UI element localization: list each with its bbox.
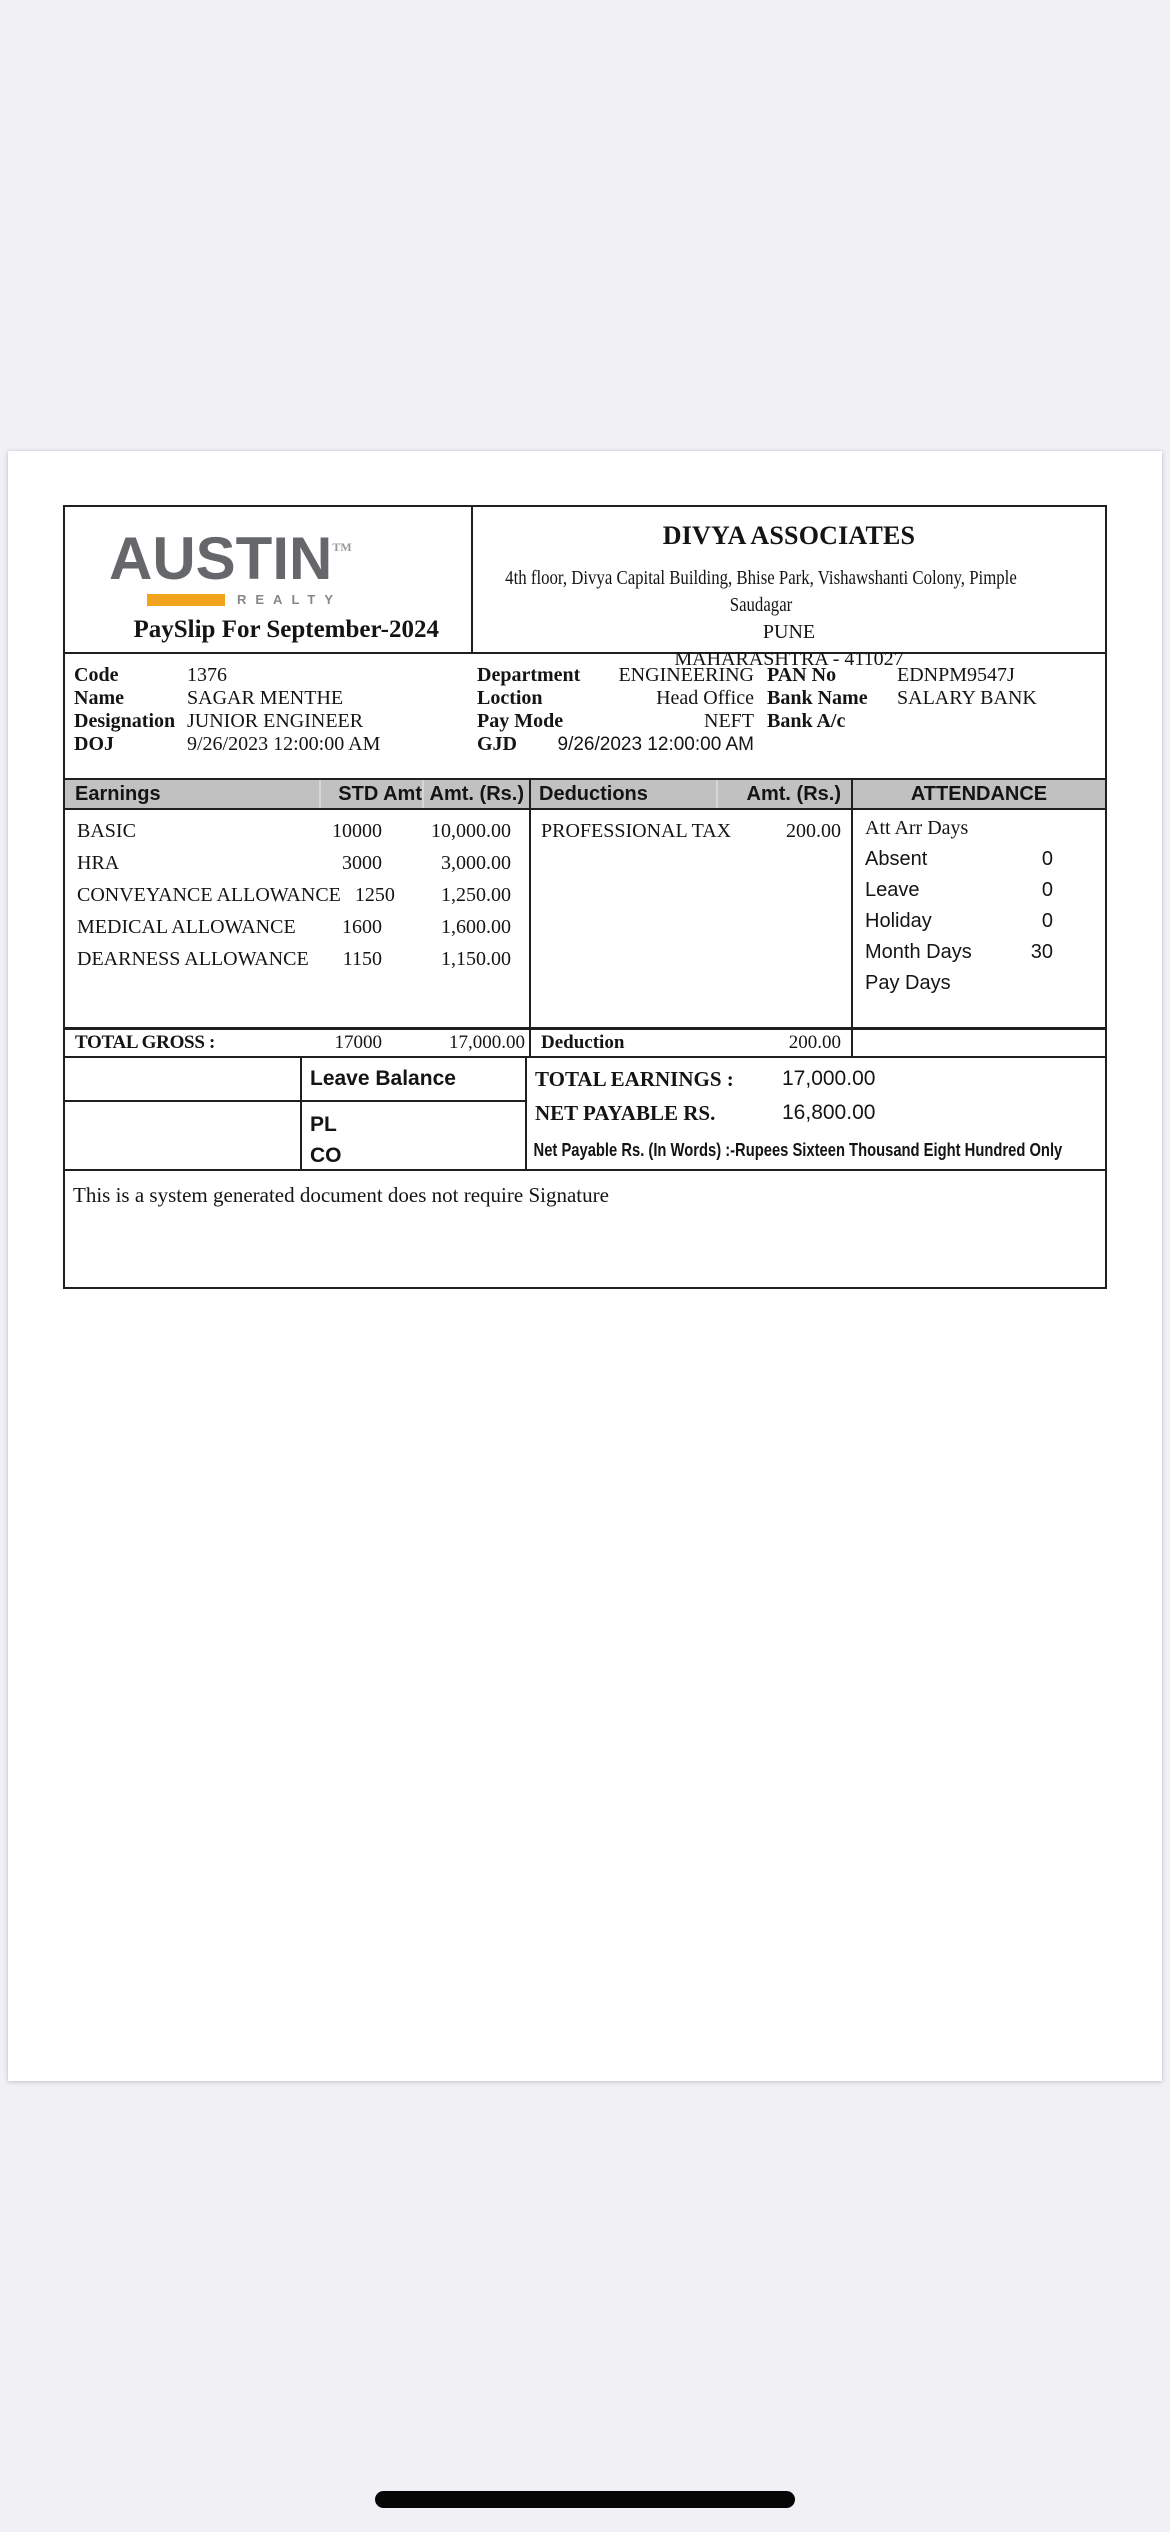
net-pay-column xyxy=(527,1058,1105,1169)
employee-labels-left xyxy=(74,664,175,756)
attendance-label: Att Arr Days xyxy=(865,817,969,839)
company-city: PUNE xyxy=(762,621,816,643)
company-address: 4th floor, Divya Capital Building, Bhise Park, Vishawshanti Colony, Pimple Saudagar xyxy=(505,567,1017,616)
total-earnings-label: TOTAL EARNINGS : xyxy=(535,1067,734,1091)
payslip-table xyxy=(63,505,1107,1289)
employee-info-section xyxy=(65,654,1105,780)
leave-type-pl: PL xyxy=(310,1113,337,1136)
earnings-row xyxy=(65,847,529,879)
deduction-name: PROFESSIONAL TAX xyxy=(541,819,732,842)
attendance-row xyxy=(853,906,1105,937)
attendance-row xyxy=(853,813,1105,844)
info-value: EDNPM9547J xyxy=(897,664,1015,686)
brand-tagline: REALTY xyxy=(237,592,343,607)
info-label: Department xyxy=(477,664,581,686)
info-value: JUNIOR ENGINEER xyxy=(187,710,364,732)
footer-note: This is a system generated document does not require Signature xyxy=(73,1183,609,1207)
total-attendance-empty-cell xyxy=(851,1030,1105,1056)
info-value: SAGAR MENTHE xyxy=(187,687,344,709)
info-value: 9/26/2023 12:00:00 AM xyxy=(187,733,381,755)
summary-empty-cell xyxy=(65,1058,300,1102)
total-deduction-label: Deduction xyxy=(541,1032,625,1053)
info-label: Code xyxy=(74,664,119,686)
attendance-row xyxy=(853,875,1105,906)
earnings-amount: 10,000.00 xyxy=(431,819,511,842)
header-attendance: ATTENDANCE xyxy=(851,780,1105,808)
table-body xyxy=(65,810,1105,1027)
info-label: Loction xyxy=(477,687,543,709)
home-indicator[interactable] xyxy=(375,2491,795,2508)
attendance-row xyxy=(853,844,1105,875)
earnings-name: HRA xyxy=(77,851,120,874)
info-value: SALARY BANK xyxy=(897,687,1037,709)
leave-type-co: CO xyxy=(310,1144,342,1167)
earnings-name: CONVEYANCE ALLOWANCE xyxy=(77,883,341,906)
deduction-row xyxy=(531,815,851,847)
summary-empty-column xyxy=(65,1058,302,1169)
summary-section xyxy=(65,1058,1105,1171)
earnings-name: BASIC xyxy=(77,819,136,842)
header-std-amt: STD Amt xyxy=(319,780,422,808)
info-value: ENGINEERING xyxy=(618,664,754,686)
earnings-row xyxy=(65,879,529,911)
brand-wordmark: AUSTIN xyxy=(109,525,333,592)
total-earnings-row xyxy=(527,1067,1105,1092)
earnings-amount: 1,600.00 xyxy=(441,915,511,938)
earnings-std: 1250 xyxy=(354,883,395,906)
total-row xyxy=(65,1027,1105,1058)
earnings-column xyxy=(65,810,529,1027)
employee-labels-right xyxy=(767,664,868,733)
brand-tagline-row xyxy=(147,592,352,607)
attendance-row xyxy=(853,968,1105,999)
total-gross-label: TOTAL GROSS : xyxy=(75,1032,216,1053)
employee-values-left xyxy=(187,664,380,756)
info-label: Pay Mode xyxy=(477,710,564,732)
earnings-std: 1600 xyxy=(342,915,382,938)
header-deductions-group xyxy=(529,780,851,808)
info-label: Bank Name xyxy=(767,687,868,709)
company-name: DIVYA ASSOCIATES xyxy=(662,521,916,550)
deduction-amount: 200.00 xyxy=(786,819,841,842)
company-state-pin: MAHARASHTRA - 411027 xyxy=(674,648,904,670)
attendance-value: 30 xyxy=(1030,941,1053,963)
info-value: 9/26/2023 12:00:00 AM xyxy=(557,734,754,755)
total-deduction-group xyxy=(529,1030,851,1056)
earnings-row xyxy=(65,815,529,847)
earnings-row xyxy=(65,911,529,943)
total-gross-amount: 17,000.00 xyxy=(449,1032,525,1053)
header-deductions-amt: Amt. (Rs.) xyxy=(716,780,851,808)
employee-values-right xyxy=(897,664,1037,710)
earnings-amount: 1,150.00 xyxy=(441,947,511,970)
earnings-amount: 1,250.00 xyxy=(441,883,511,906)
info-label: GJD xyxy=(477,733,517,755)
net-payable-value: 16,800.00 xyxy=(782,1101,876,1124)
employee-values-middle xyxy=(515,664,754,756)
total-gross-std: 17000 xyxy=(334,1032,382,1053)
info-value: Head Office xyxy=(656,687,754,709)
attendance-value: 0 xyxy=(1041,848,1053,870)
net-payable-row xyxy=(527,1101,1105,1126)
attendance-label: Pay Days xyxy=(865,972,951,994)
payslip-header xyxy=(65,507,1105,670)
earnings-row xyxy=(65,943,529,975)
company-cell xyxy=(473,507,1105,670)
earnings-name: DEARNESS ALLOWANCE xyxy=(77,947,309,970)
total-earnings-value: 17,000.00 xyxy=(782,1067,876,1090)
attendance-label: Absent xyxy=(865,848,928,870)
brand-accent-bar xyxy=(147,594,225,606)
header-earnings: Earnings xyxy=(75,782,161,805)
leave-types xyxy=(302,1102,525,1171)
attendance-value: 0 xyxy=(1041,910,1053,932)
payslip-title: PaySlip For September-2024 xyxy=(133,616,439,643)
attendance-row xyxy=(853,937,1105,968)
info-value: 1376 xyxy=(187,664,227,686)
info-label: PAN No xyxy=(767,664,837,686)
company-logo xyxy=(109,525,352,607)
earnings-name: MEDICAL ALLOWANCE xyxy=(77,915,296,938)
earnings-amount: 3,000.00 xyxy=(441,851,511,874)
info-label: DOJ xyxy=(74,733,114,755)
trademark-mark: TM xyxy=(332,540,352,554)
attendance-label: Holiday xyxy=(865,910,932,932)
attendance-value: 0 xyxy=(1041,879,1053,901)
attendance-column xyxy=(851,810,1105,1027)
info-label: Designation xyxy=(74,710,176,732)
header-deductions: Deductions xyxy=(539,783,648,805)
attendance-label: Leave xyxy=(865,879,920,901)
net-payable-words: Net Payable Rs. (In Words) :-Rupees Sixteen Thousand Eight Hundred Only xyxy=(533,1140,1063,1160)
info-label: Name xyxy=(74,687,124,709)
attendance-label: Month Days xyxy=(865,941,972,963)
net-payable-label: NET PAYABLE RS. xyxy=(535,1101,716,1125)
info-label: Bank A/c xyxy=(767,710,846,732)
table-header-row xyxy=(65,780,1105,810)
document-page[interactable] xyxy=(8,451,1162,2081)
leave-balance-label: Leave Balance xyxy=(302,1058,525,1102)
earnings-std: 1150 xyxy=(342,947,382,970)
earnings-std: 3000 xyxy=(342,851,382,874)
header-earnings-amt: Amt. (Rs.) xyxy=(422,780,529,808)
total-deduction-amount: 200.00 xyxy=(788,1032,841,1053)
leave-balance-column xyxy=(302,1058,527,1169)
info-value: NEFT xyxy=(704,710,754,732)
deductions-column xyxy=(529,810,851,1027)
brand-cell xyxy=(65,507,473,652)
earnings-std: 10000 xyxy=(332,819,382,842)
